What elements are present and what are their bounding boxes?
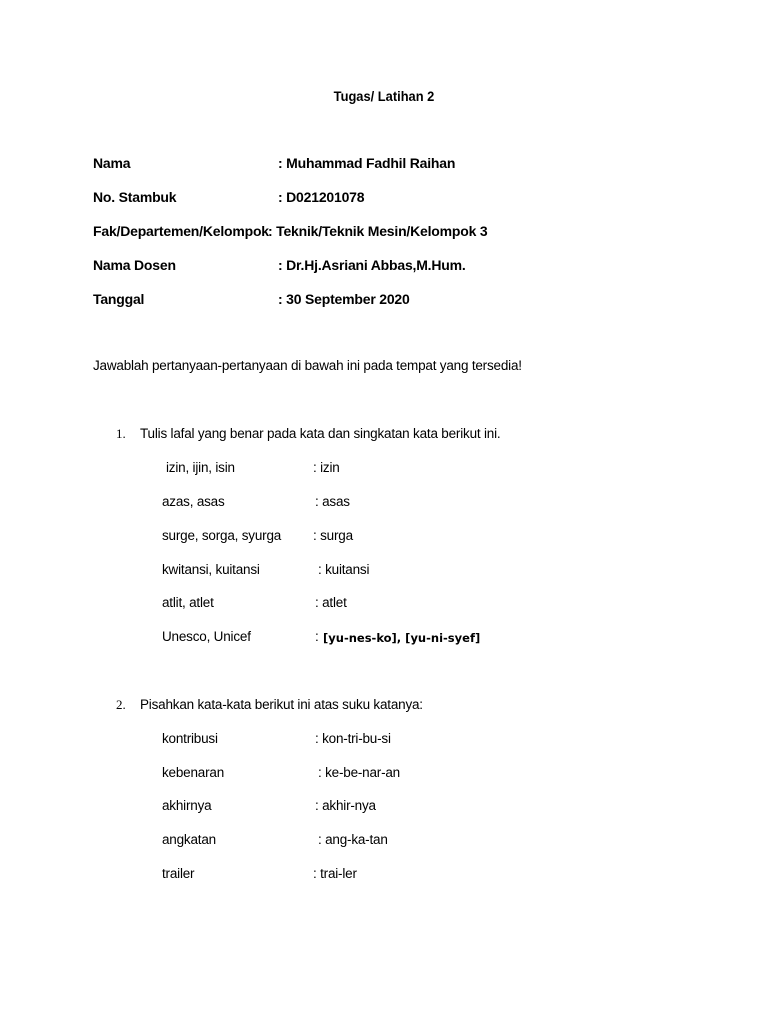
list-item-answer: : ang-ka-tan: [318, 832, 388, 847]
fakultas-label: Fak/Departemen/Kelompok: [93, 223, 269, 239]
list-item-answer: : akhir-nya: [315, 798, 376, 813]
list-item-answer: : surga: [313, 528, 353, 543]
question-text: Tulis lafal yang benar pada kata dan singkatan kata berikut ini.: [140, 426, 501, 441]
question-number: 2.: [116, 697, 126, 712]
nama-label: Nama: [93, 155, 131, 171]
nama-value: : Muhammad Fadhil Raihan: [278, 155, 456, 171]
list-item-word: surge, sorga, syurga: [162, 528, 282, 543]
list-item-word: Unesco, Unicef: [162, 629, 251, 644]
list-item-answer: : atlet: [315, 595, 347, 610]
list-item-answer: : asas: [315, 494, 350, 509]
list-item-word: kebenaran: [162, 765, 225, 780]
tanggal-value: : 30 September 2020: [278, 291, 410, 307]
dosen-label: Nama Dosen: [93, 257, 176, 273]
question-text: Pisahkan kata-kata berikut ini atas suku katanya:: [140, 697, 423, 712]
instruction-text: Jawablah pertanyaan-pertanyaan di bawah ini pada tempat yang tersedia!: [93, 358, 522, 373]
list-item-word: kwitansi, kuitansi: [162, 562, 260, 577]
list-item-word: trailer: [162, 866, 195, 881]
tanggal-label: Tanggal: [93, 291, 145, 307]
list-item-answer: : izin: [313, 460, 340, 475]
list-item-word: angkatan: [162, 832, 216, 847]
list-item-word: atlit, atlet: [162, 595, 214, 610]
list-item-word: kontribusi: [162, 731, 218, 746]
fakultas-value: : Teknik/Teknik Mesin/Kelompok 3: [268, 223, 488, 239]
list-item-answer: : kuitansi: [318, 562, 370, 577]
list-item-answer: : ke-be-nar-an: [318, 765, 400, 780]
document-title: Tugas/ Latihan 2: [333, 88, 435, 104]
list-item-answer: : trai-ler: [313, 866, 357, 881]
list-item-word: azas, asas: [162, 494, 225, 509]
list-item-word: izin, ijin, isin: [166, 460, 235, 475]
stambuk-label: No. Stambuk: [93, 189, 177, 205]
list-item-word: akhirnya: [162, 798, 212, 813]
dosen-value: : Dr.Hj.Asriani Abbas,M.Hum.: [278, 257, 466, 273]
list-item-answer-colon: :: [315, 629, 319, 644]
question-number: 1.: [116, 426, 126, 441]
list-item-answer: : kon-tri-bu-si: [315, 731, 391, 746]
stambuk-value: : D021201078: [278, 189, 365, 205]
list-item-answer: [yu-nes-ko], [yu-ni-syef]: [323, 631, 481, 645]
